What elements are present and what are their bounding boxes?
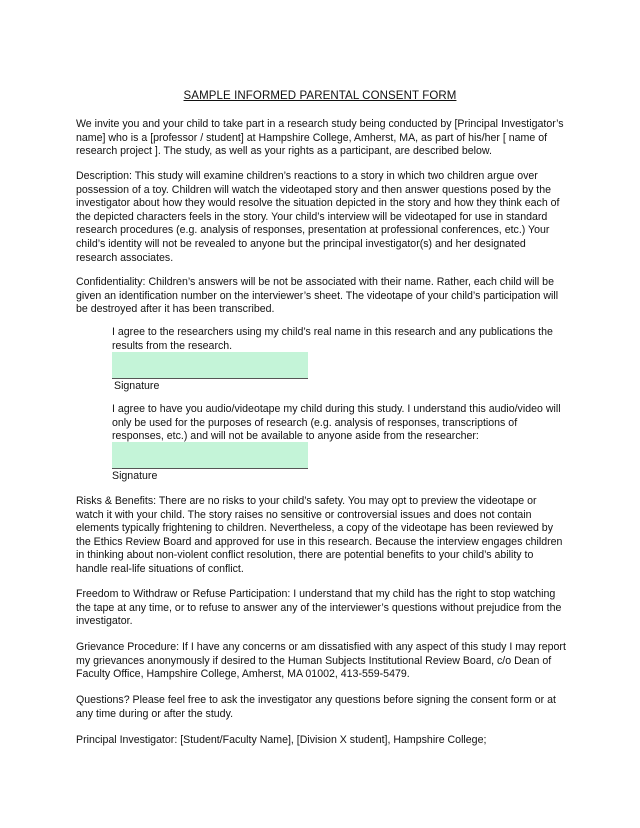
grievance-text: If I have any concerns or am dissatisfied with any aspect of this study I may report my grievances anonymously if desired to the Human Subjects Institutional Review Board, c/o Dean of Faculty Office, Hampshire College, Amherst, MA 01002, 413-559-5479. [76, 641, 566, 681]
description-text: This study will examine children’s reactions to a story in which two children argue over possession of a toy. Children will watch the videotaped story and then answer questions posed by the investigator about how they would resolve the situation depicted in the story and how they think each of the depicted characters feels in the story. Your child’s interview will be videotaped for use in standard research procedures (e.g. analysis of responses, presentation at professional conferences, etc.) Your child’s identity will not be revealed to anyone but the principal investigator(s) and her designated research associates. [76, 170, 560, 264]
description-heading: Description: [76, 170, 132, 182]
signature-field-name-consent[interactable] [112, 352, 308, 379]
grievance-heading: Grievance Procedure: [76, 641, 180, 653]
description-paragraph [76, 170, 566, 265]
page-title: SAMPLE INFORMED PARENTAL CONSENT FORM [183, 90, 457, 102]
questions-paragraph: Questions? Please feel free to ask the investigator any questions before signing the consent form or at any time during or after the study. [76, 694, 556, 720]
withdraw-paragraph [76, 588, 566, 629]
risks-heading: Risks & Benefits: [76, 495, 157, 507]
consent-name-statement: I agree to the researchers using my child’s real name in this research and any publications the results from the research. [112, 326, 553, 352]
signature-field-video-consent[interactable] [112, 442, 308, 469]
confidentiality-text: Children’s answers will be not be associated with their name. Rather, each child will be given an identification number on the interviewer’s sheet. The videotape of your child’s participation will be destroyed after it has been transcribed. [76, 276, 559, 316]
confidentiality-paragraph [76, 276, 566, 317]
signature-label-2: Signature [112, 470, 158, 482]
withdraw-text: I understand that my child has the right to stop watching the tape at any time, or to refuse to answer any of the interviewer’s questions without prejudice from the investigator. [76, 588, 562, 628]
risks-text: There are no risks to your child’s safety. You may opt to preview the videotape or watch it with your child. The story raises no sensitive or controversial issues and does not contain elements typically frightening to children. Nevertheless, a copy of the videotape has been reviewed by the Ethics Review Board and approved for use in this research. Because the interview engages children in thinking about non-violent conflict resolution, there are potential benefits to your child’s ability to handle real-life situations of conflict. [76, 495, 563, 575]
investigator-heading: Principal Investigator: [76, 734, 178, 746]
consent-video-statement: I agree to have you audio/videotape my child during this study. I understand this audio/video will only be used for the purposes of research (e.g. analysis of responses, transcriptions of responses, etc.) and will not be available to anyone aside from the researcher: [112, 403, 561, 443]
confidentiality-heading: Confidentiality: [76, 276, 146, 288]
intro-paragraph: We invite you and your child to take part in a research study being conducted by [Principal Investigator’s name] who is a [professor / student] at Hampshire College, Amherst, MA, as part of his/her [ name of research project ]. The study, as well as your rights as a participant, are described below. [76, 118, 564, 158]
grievance-paragraph [76, 641, 566, 682]
withdraw-heading: Freedom to Withdraw or Refuse Participation: [76, 588, 291, 600]
investigator-paragraph [76, 734, 566, 748]
investigator-text: [Student/Faculty Name], [Division X student], Hampshire College; [177, 734, 487, 746]
risks-benefits-paragraph [76, 495, 566, 577]
signature-label-1: Signature [114, 380, 160, 392]
